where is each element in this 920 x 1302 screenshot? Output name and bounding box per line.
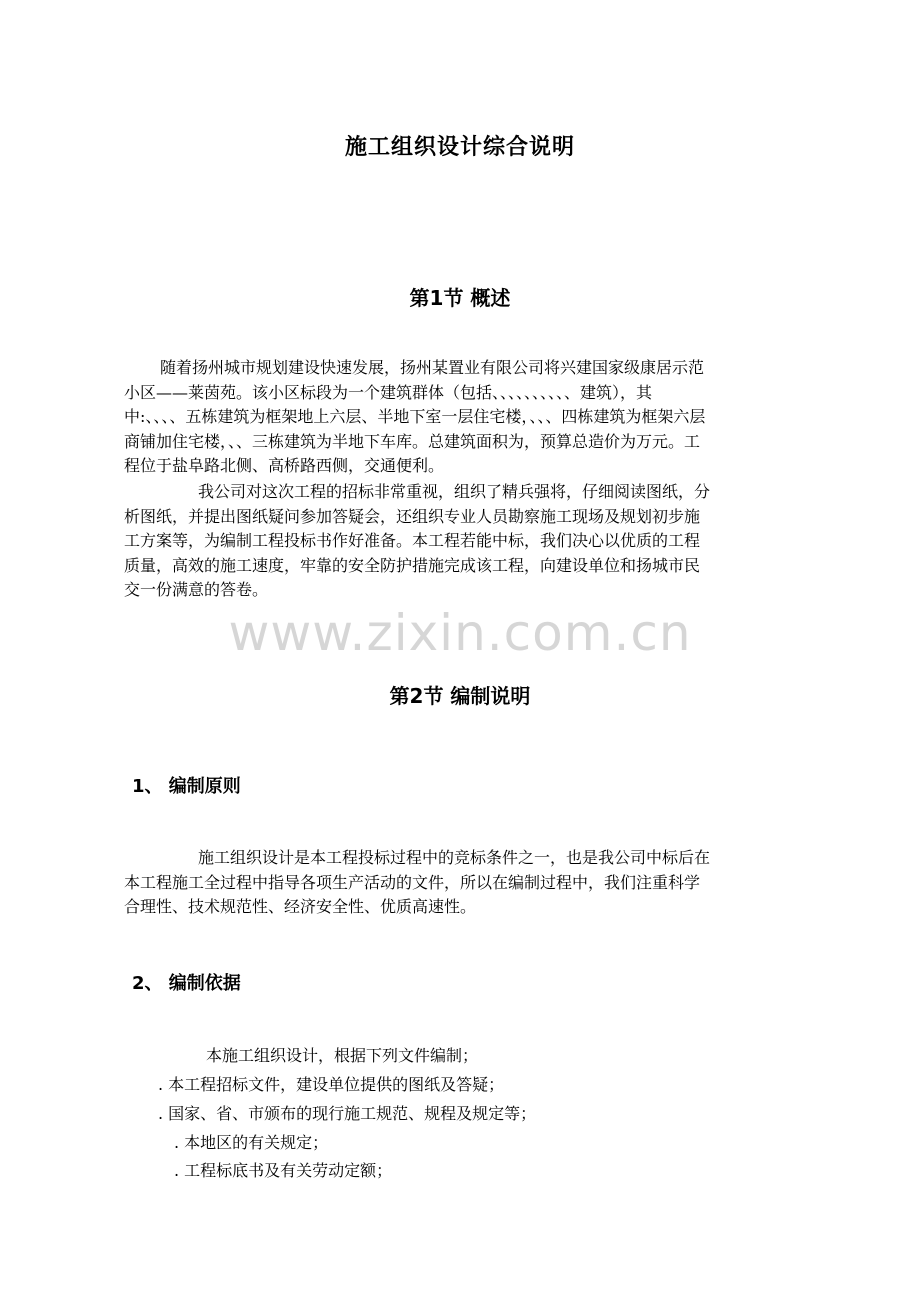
subsection-2-intro: 本施工组织设计，根据下列文件编制； xyxy=(206,1046,479,1065)
subsection-1-paragraph xyxy=(124,846,794,920)
paragraph-line: 合理性、技术规范性、经济安全性、优质高速性。 xyxy=(124,897,477,916)
paragraph-line: 析图纸，并提出图纸疑问参加答疑会，还组织专业人员勘察施工现场及规划初步施 xyxy=(124,506,701,526)
subsection-2-heading: 2、 编制依据 xyxy=(132,973,241,994)
paragraph-line: 施工组织设计是本工程投标过程中的竞标条件之一，也是我公司中标后在 xyxy=(198,848,711,867)
paragraph-line: 本工程施工全过程中指导各项生产活动的文件，所以在编制过程中，我们注重科学 xyxy=(124,872,701,892)
section-1-paragraph-2 xyxy=(124,480,794,603)
paragraph-line: 中:、、、、五栋建筑为框架地上六层、半地下室一层住宅楼，、、、四栋建筑为框架六层 xyxy=(124,407,706,426)
paragraph-line: 商铺加住宅楼，、、三栋建筑为半地下车库。总建筑面积为，预算总造价为万元。工 xyxy=(124,431,701,451)
paragraph-line: 随着扬州城市规划建设快速发展，扬州某置业有限公司将兴建国家级康居示范 xyxy=(160,358,705,377)
section-1-heading: 第1节 概述 xyxy=(409,286,511,310)
section-2-heading: 第2节 编制说明 xyxy=(389,684,531,708)
paragraph-line: 工方案等，为编制工程投标书作好准备。本工程若能中标，我们决心以优质的工程 xyxy=(124,531,701,550)
subsection-1-heading: 1、 编制原则 xyxy=(132,776,241,797)
watermark: www.zixin.com.cn xyxy=(228,604,692,662)
list-item: . 本工程招标文件，建设单位提供的图纸及答疑； xyxy=(158,1075,505,1094)
paragraph-line: 质量，高效的施工速度，牢靠的安全防护措施完成该工程，向建设单位和扬城市民 xyxy=(124,555,701,575)
document-title: 施工组织设计综合说明 xyxy=(344,135,575,160)
list-item: . 国家、省、市颁布的现行施工规范、规程及规定等； xyxy=(158,1104,537,1123)
paragraph-line: 交一份满意的答卷。 xyxy=(124,580,269,599)
list-item: . 本地区的有关规定； xyxy=(174,1133,329,1152)
paragraph-line: 程位于盐阜路北侧、高桥路西侧，交通便利。 xyxy=(124,456,445,475)
paragraph-line: 小区——莱茵苑。该小区标段为一个建筑群体（包括、、、、、、、、、、建筑），其 xyxy=(124,382,653,402)
list-item: . 工程标底书及有关劳动定额； xyxy=(174,1161,393,1180)
section-1-paragraph-1 xyxy=(124,356,794,479)
paragraph-line: 我公司对这次工程的招标非常重视，组织了精兵强将，仔细阅读图纸，分 xyxy=(198,482,711,501)
